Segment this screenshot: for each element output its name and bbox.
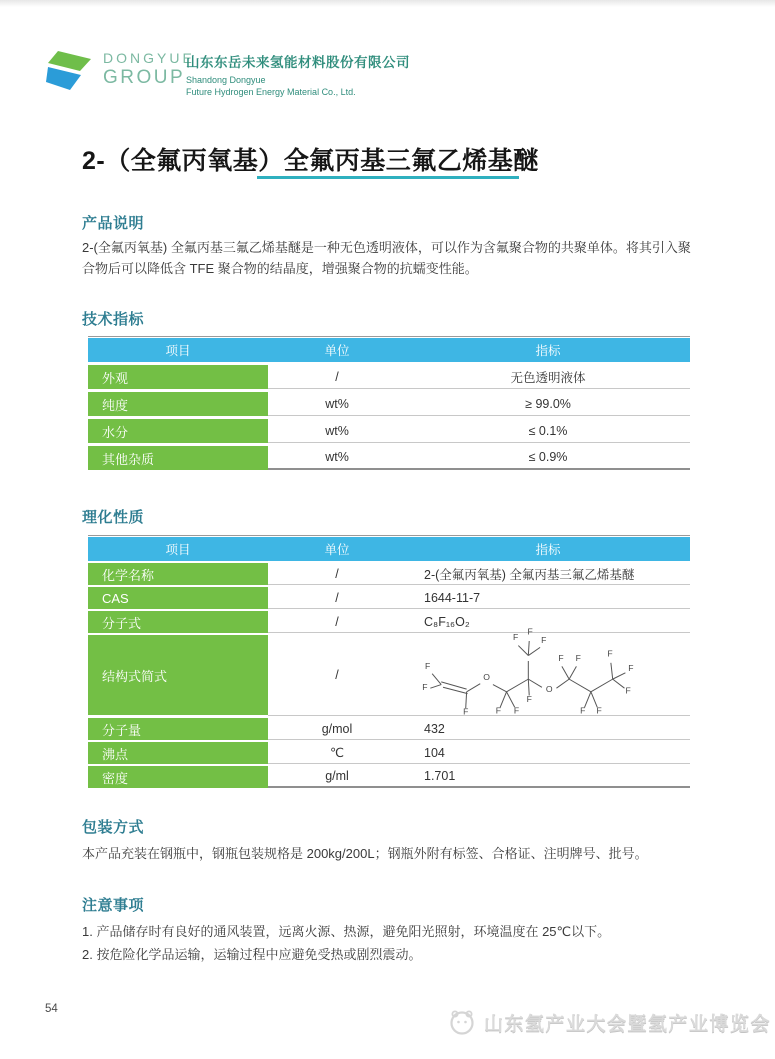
company-name-block xyxy=(186,51,410,98)
property-unit: / xyxy=(335,590,339,605)
table-row xyxy=(88,392,690,416)
table-row xyxy=(88,587,690,609)
column-header-unit: 单位 xyxy=(324,344,350,358)
property-value: 2-(全氟丙氧基) 全氟丙基三氟乙烯基醚 xyxy=(424,567,635,582)
property-unit: / xyxy=(335,566,339,581)
page-title: 2-（全氟丙氧基）全氟丙基三氟乙烯基醚 xyxy=(82,147,539,175)
table-row xyxy=(88,563,690,585)
spec-item: 纯度 xyxy=(88,392,268,416)
company-name-en xyxy=(186,74,410,98)
company-name-en-line1: Shandong Dongyue xyxy=(186,75,266,85)
property-unit: ℃ xyxy=(329,746,345,760)
property-value: 1.701 xyxy=(424,769,456,783)
property-item: 化学名称 xyxy=(88,563,268,585)
tech-specs-table xyxy=(88,336,690,470)
svg-text:F: F xyxy=(495,705,502,716)
property-item: 沸点 xyxy=(88,742,268,764)
svg-text:F: F xyxy=(527,627,533,637)
spec-unit: wt% xyxy=(325,423,349,438)
description-body: 2-(全氟丙氧基) 全氟丙基三氟乙烯基醚是一种无色透明液体，可以作为含氟聚合物的共聚单体。将其引入聚合物后可以降低含 TFE 聚合物的结晶度，增强聚合物的抗蠕变性能。 xyxy=(82,240,691,277)
svg-text:F: F xyxy=(512,631,519,642)
precaution-item-2: 2. 按危险化学品运输，运输过程中应避免受热或剧烈震动。 xyxy=(82,946,422,962)
table-row xyxy=(88,742,690,764)
properties-table xyxy=(88,535,690,788)
svg-text:F: F xyxy=(575,652,581,663)
table-header-row xyxy=(88,338,690,362)
property-unit: / xyxy=(335,614,339,629)
logo-line2: GROUP xyxy=(103,67,186,88)
svg-text:F: F xyxy=(580,705,586,716)
property-item: 分子式 xyxy=(88,611,268,633)
table-row xyxy=(88,766,690,788)
company-name-en-line2: Future Hydrogen Energy Material Co., Ltd. xyxy=(186,87,356,98)
property-item: 分子量 xyxy=(88,718,268,740)
property-unit: g/mol xyxy=(321,721,353,736)
svg-text:F: F xyxy=(558,652,564,663)
property-item: CAS xyxy=(88,587,268,609)
section-heading-tech-specs: 技术指标 xyxy=(82,311,145,328)
spec-item: 水分 xyxy=(88,419,268,443)
scan-edge xyxy=(0,0,775,7)
chemical-structure-drawing xyxy=(414,628,639,723)
svg-text:F: F xyxy=(607,647,613,658)
section-heading-precautions: 注意事项 xyxy=(82,897,145,914)
precautions-list xyxy=(82,921,702,967)
property-item: 密度 xyxy=(88,766,268,788)
section-heading-properties: 理化性质 xyxy=(82,509,145,526)
spec-unit: wt% xyxy=(325,450,349,464)
svg-text:F: F xyxy=(628,662,634,673)
company-name-cn: 山东东岳未来氢能材料股份有限公司 xyxy=(186,55,410,70)
page-number: 54 xyxy=(45,1003,58,1015)
table-row xyxy=(88,419,690,443)
svg-text:F: F xyxy=(424,660,431,671)
section-heading-packaging: 包装方式 xyxy=(82,819,145,836)
property-unit: g/ml xyxy=(325,769,349,783)
spec-unit: / xyxy=(335,369,339,384)
column-header-item: 项目 xyxy=(165,543,191,557)
table-row xyxy=(88,718,690,740)
event-title: 山东氢产业大会暨氢产业博览会 xyxy=(484,1013,772,1035)
column-header-unit: 单位 xyxy=(324,543,350,557)
spec-unit: wt% xyxy=(325,396,349,411)
table-row xyxy=(88,446,690,470)
property-value: C₈F₁₆O₂ xyxy=(424,614,470,629)
dongyue-logo-icon xyxy=(46,48,96,94)
packaging-body: 本产品充装在钢瓶中，钢瓶包装规格是 200kg/200L；钢瓶外附有标签、合格证、注明牌号、批号。 xyxy=(82,846,648,861)
chemical-structure xyxy=(406,628,690,723)
table-row-structure xyxy=(88,627,690,717)
column-header-spec: 指标 xyxy=(535,344,561,358)
property-value: 1644-11-7 xyxy=(424,590,481,605)
svg-text:F: F xyxy=(513,705,520,716)
svg-text:O: O xyxy=(483,671,490,682)
event-mascot-icon xyxy=(448,1008,476,1036)
event-footer xyxy=(448,1008,771,1036)
svg-text:F: F xyxy=(541,634,547,645)
logo-wordmark xyxy=(103,51,195,87)
title-underline xyxy=(257,176,519,179)
column-header-item: 项目 xyxy=(165,344,191,358)
svg-text:F: F xyxy=(596,705,602,716)
spec-value: ≤ 0.1% xyxy=(528,423,568,438)
table-row xyxy=(88,365,690,389)
property-value: 432 xyxy=(424,721,445,736)
svg-text:F: F xyxy=(526,693,532,704)
svg-text:F: F xyxy=(422,681,428,692)
logo-line1: DONGYUE xyxy=(103,50,195,66)
spec-value: ≥ 99.0% xyxy=(525,396,571,411)
svg-text:O: O xyxy=(545,683,553,694)
svg-text:F: F xyxy=(625,685,631,696)
section-heading-description: 产品说明 xyxy=(82,215,145,232)
property-unit: / xyxy=(335,668,339,682)
column-header-spec: 指标 xyxy=(535,543,561,557)
property-value: 104 xyxy=(424,745,445,760)
table-header-row xyxy=(88,537,690,561)
svg-text:F: F xyxy=(463,706,469,717)
precaution-item-1: 1. 产品储存时有良好的通风装置，远离火源、热源，避免阳光照射，环境温度在 25℃以下。 xyxy=(82,924,611,939)
spec-item: 外观 xyxy=(88,365,268,389)
spec-item: 其他杂质 xyxy=(88,446,268,470)
property-item: 结构式简式 xyxy=(88,635,268,715)
spec-value: ≤ 0.9% xyxy=(528,450,568,464)
spec-value: 无色透明液体 xyxy=(510,370,586,385)
